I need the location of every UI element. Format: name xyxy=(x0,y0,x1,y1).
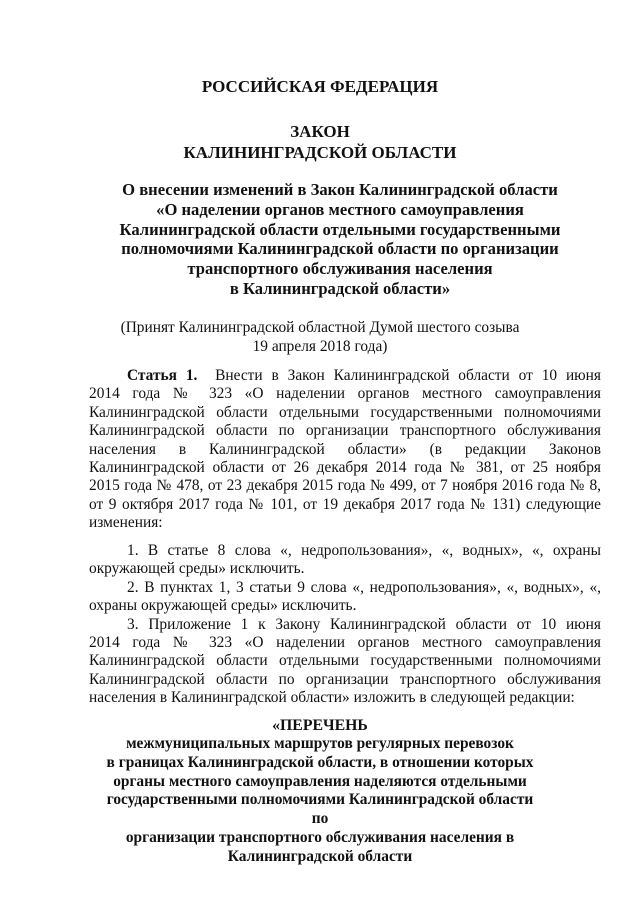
perechen-line: в границах Калининградской области, в отношении которых xyxy=(106,753,534,771)
law-title-line: полномочиями Калининградской области по организации xyxy=(121,239,559,259)
law-heading-line: ЗАКОН xyxy=(290,122,350,141)
perechen-subtitle xyxy=(100,735,540,867)
list-item: населения в Калининградской области» изложить в следующей редакции: xyxy=(89,689,575,707)
article-label: Статья 1. xyxy=(127,367,198,384)
perechen-line: государственными полномочиями Калининградской области по xyxy=(106,791,534,828)
list-item: окружающей среды» исключить. xyxy=(89,560,305,578)
federation-heading: РОССИЙСКАЯ ФЕДЕРАЦИЯ xyxy=(201,77,439,96)
perechen-line: межмуниципальных маршрутов регулярных перевозок xyxy=(126,735,514,752)
article-line: 2014 года № 323 «О наделении органов местного самоуправления xyxy=(89,385,601,403)
article-line: Калининградской области по организации транспортного обслуживания xyxy=(89,422,601,440)
law-heading xyxy=(0,122,640,163)
adoption-note-line: (Принят Калининградской областной Думой шестого созыва xyxy=(120,319,520,336)
list-item: 1. В статье 8 слова «, недропользования», «, водных», «, охраны xyxy=(127,542,601,559)
adoption-note xyxy=(0,318,640,356)
list-item: Калининградской области по организации транспортного обслуживания xyxy=(89,670,601,688)
article-line: Калининградской области отдельными государственными полномочиями xyxy=(89,403,601,421)
perechen-title: «ПЕРЕЧЕНЬ xyxy=(272,717,368,734)
law-title-line: транспортного обслуживания населения xyxy=(187,259,493,279)
article-1 xyxy=(89,367,601,533)
law-title xyxy=(70,180,610,299)
article-1-first-line xyxy=(89,367,601,385)
list-item: 2. В пунктах 1, 3 статьи 9 слова «, недропользования», «, водных», «, xyxy=(127,578,601,596)
list-item: 3. Приложение 1 к Закону Калининградской области от 10 июня xyxy=(127,615,601,633)
article-line: 2015 года № 478, от 23 декабря 2015 года № 499, от 7 ноября 2016 года № 8, xyxy=(89,477,601,495)
article-line: населения в Калининградской области» (в редакции Законов xyxy=(89,440,601,458)
law-title-line: О внесении изменений в Закон Калининградской области xyxy=(122,180,558,199)
article-line: от 9 октября 2017 года № 101, от 19 декабря 2017 года № 131) следующие xyxy=(89,495,601,513)
article-line: изменения: xyxy=(89,514,163,532)
law-heading-line: КАЛИНИНГРАДСКОЙ ОБЛАСТИ xyxy=(183,142,457,162)
perechen-line: организации транспортного обслуживания населения в xyxy=(125,828,515,846)
law-title-line: в Калининградской области» xyxy=(229,278,451,298)
article-text: Внести в Закон Калининградской области от 10 июня xyxy=(215,367,601,384)
perechen-line: Калининградской области xyxy=(227,847,413,865)
perechen-line: органы местного самоуправления наделяются отдельными xyxy=(113,772,527,790)
law-title-line: Калининградской области отдельными государственными xyxy=(119,219,561,239)
list-item: 2014 года № 323 «О наделении органов местного самоуправления xyxy=(89,634,601,652)
list-item: Калининградской области отдельными государственными полномочиями xyxy=(89,652,601,670)
amendments-list xyxy=(89,542,601,708)
list-item: охраны окружающей среды» исключить. xyxy=(89,597,357,615)
adoption-note-line: 19 апреля 2018 года) xyxy=(252,338,388,355)
article-line: Калининградской области от 26 декабря 2014 года № 381, от 25 ноября xyxy=(89,459,601,477)
law-title-line: «О наделении органов местного самоуправления xyxy=(156,199,524,219)
